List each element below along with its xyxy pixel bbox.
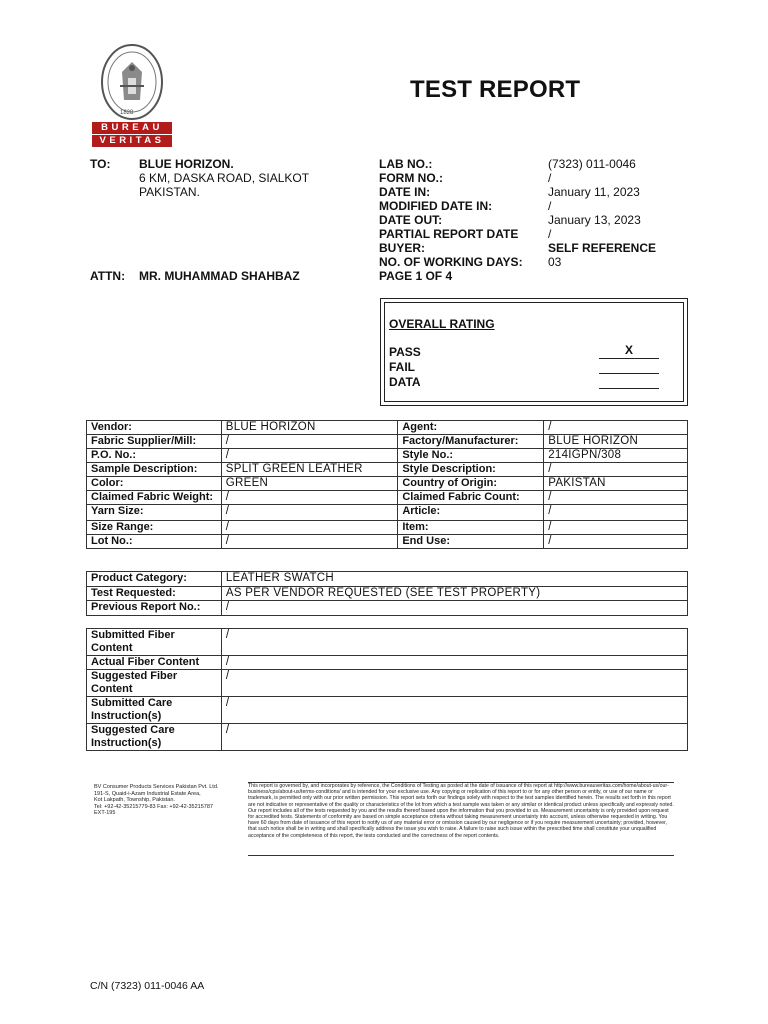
table-row — [87, 586, 688, 601]
field-label: Test Requested: — [87, 586, 222, 601]
field-value: / — [544, 521, 688, 535]
lab-label: FORM NO.: — [379, 171, 443, 185]
field-label: Sample Description: — [87, 463, 222, 477]
field-label: Agent: — [398, 421, 544, 435]
field-value: / — [221, 697, 687, 724]
field-label: Claimed Fabric Weight: — [87, 491, 222, 505]
lab-label: MODIFIED DATE IN: — [379, 199, 493, 213]
bureau-veritas-logo — [92, 42, 172, 146]
field-value: / — [221, 601, 687, 616]
to-label: TO: — [90, 157, 111, 171]
field-value: / — [221, 505, 398, 521]
page-count: PAGE 1 OF 4 — [379, 269, 453, 283]
lab-label: BUYER: — [379, 241, 426, 255]
rating-fail-mark — [599, 358, 659, 374]
address-line: Kot Lakpath, Township, Pakistan. — [94, 797, 175, 804]
overall-rating-heading: OVERALL RATING — [389, 317, 495, 331]
field-value: / — [221, 449, 398, 463]
field-value: / — [544, 463, 688, 477]
rating-pass-mark: X — [599, 343, 659, 359]
table-row — [87, 449, 688, 463]
table-row — [87, 521, 688, 535]
field-value: / — [221, 724, 687, 751]
address-line: Tel: +92-42-35215779-83 Fax: +92-42-35215787 — [94, 803, 213, 810]
to-name: BLUE HORIZON. — [139, 157, 234, 171]
field-value: / — [221, 670, 687, 697]
logo-year: 1828 — [120, 110, 134, 116]
field-value: / — [544, 535, 688, 549]
lab-value: / — [548, 227, 552, 241]
table-row — [87, 477, 688, 491]
attn-label: ATTN: — [90, 269, 126, 283]
to-address-line2: PAKISTAN. — [139, 185, 200, 199]
product-table — [86, 571, 688, 616]
rating-data-label: DATA — [389, 375, 421, 389]
field-label: Style Description: — [398, 463, 544, 477]
field-value: / — [221, 656, 687, 670]
field-label: Fabric Supplier/Mill: — [87, 435, 222, 449]
field-value: 214IGPN/308 — [544, 449, 688, 463]
footer-rule-bottom — [248, 855, 674, 856]
table-row — [87, 572, 688, 587]
address-line: BV Consumer Products Services Pakistan Pvt. Ltd. — [94, 784, 219, 790]
report-title: TEST REPORT — [410, 76, 581, 103]
lab-label: PARTIAL REPORT DATE — [379, 227, 519, 241]
to-address-line1: 6 KM, DASKA ROAD, SIALKOT — [139, 171, 310, 185]
address-line: EXT-195 — [94, 810, 116, 817]
lab-label: DATE OUT: — [379, 213, 443, 227]
field-label: Suggested Care Instruction(s) — [87, 724, 222, 751]
rating-pass-label: PASS — [389, 345, 421, 359]
field-value: BLUE HORIZON — [544, 435, 688, 449]
field-label: Previous Report No.: — [87, 601, 222, 616]
table-row — [87, 505, 688, 521]
rating-data-mark — [599, 373, 659, 389]
field-value: / — [221, 535, 398, 549]
rating-fail-label: FAIL — [389, 360, 415, 374]
field-value: / — [221, 491, 398, 505]
logo-band-top: BUREAU — [92, 122, 172, 134]
overall-rating-inner — [384, 302, 684, 402]
logo-band-bottom: VERITAS — [92, 135, 172, 147]
field-value: LEATHER SWATCH — [221, 572, 687, 587]
table-row — [87, 697, 688, 724]
field-label: Suggested Fiber Content — [87, 670, 222, 697]
field-value: GREEN — [221, 477, 398, 491]
field-value: / — [221, 521, 398, 535]
field-label: Factory/Manufacturer: — [398, 435, 544, 449]
table-row — [87, 421, 688, 435]
table-row — [87, 656, 688, 670]
field-label: Product Category: — [87, 572, 222, 587]
sample-info-table — [86, 420, 688, 549]
table-row — [87, 724, 688, 751]
field-value: / — [544, 491, 688, 505]
lab-label: LAB NO.: — [379, 157, 433, 171]
field-label: Yarn Size: — [87, 505, 222, 521]
field-label: Size Range: — [87, 521, 222, 535]
field-label: Color: — [87, 477, 222, 491]
lab-value: (7323) 011-0046 — [548, 157, 636, 171]
lab-value: / — [548, 171, 552, 185]
lab-value: SELF REFERENCE — [548, 241, 657, 255]
field-value: PAKISTAN — [544, 477, 688, 491]
lab-label: NO. OF WORKING DAYS: — [379, 255, 523, 269]
field-label: P.O. No.: — [87, 449, 222, 463]
lab-value: January 13, 2023 — [548, 213, 641, 227]
field-label: Submitted Fiber Content — [87, 629, 222, 656]
field-value: AS PER VENDOR REQUESTED (SEE TEST PROPERTY) — [221, 586, 687, 601]
fiber-content-table — [86, 628, 688, 751]
field-label: Actual Fiber Content — [87, 656, 222, 670]
table-row — [87, 629, 688, 656]
lab-label: DATE IN: — [379, 185, 431, 199]
table-row — [87, 670, 688, 697]
lab-value: / — [548, 199, 552, 213]
table-row — [87, 535, 688, 549]
field-label: Item: — [398, 521, 544, 535]
field-label: Style No.: — [398, 449, 544, 463]
attn-name: MR. MUHAMMAD SHAHBAZ — [139, 269, 300, 283]
address-line: 191-S, Quaid-i-Azam Industrial Estate Area, — [94, 790, 201, 797]
table-row — [87, 463, 688, 477]
table-row — [87, 491, 688, 505]
lab-value: 03 — [548, 255, 562, 269]
field-label: Lot No.: — [87, 535, 222, 549]
field-value: SPLIT GREEN LEATHER — [221, 463, 398, 477]
field-value: / — [221, 435, 398, 449]
field-label: Country of Origin: — [398, 477, 544, 491]
field-label: Article: — [398, 505, 544, 521]
field-value: BLUE HORIZON — [221, 421, 398, 435]
field-value: / — [544, 505, 688, 521]
field-label: Submitted Care Instruction(s) — [87, 697, 222, 724]
field-label: End Use: — [398, 535, 544, 549]
company-address — [94, 784, 234, 817]
lab-value: January 11, 2023 — [548, 185, 640, 199]
control-number: C/N (7323) 011-0046 AA — [90, 980, 205, 992]
table-row — [87, 435, 688, 449]
terms-disclaimer: This report is governed by, and incorporates by reference, the Conditions of Testing as posted at the date of issuance of this report at http://www.bureauveritas.com/home/about-us/our-business/cps/about-us/terms-conditions/ and is intended for your exclusive use. Any copying or replication of this report to or for any other person or entity, or use of our name or trademark, is permitted only with our prior written permission. This report sets forth our findings solely with respect to the test samples identified herein. The results set forth in this report are not indicative or representative of the quality or characteristics of the lot from which a test sample was taken or any similar or identical product unless specifically and expressly noted. Our report includes all of the tests requested by you and the results thereof based upon the information that you provided to us. Measurement uncertainty is only provided upon request for accredited tests. Statements of conformity are based on simple acceptance criteria without taking measurement uncertainty into account, unless otherwise requested in writing. You have 60 days from date of issuance of this report to notify us of any material error or omission caused by our negligence or if you require measurement uncertainty; provided, however, that such notice shall be in writing and shall specifically address the issue you wish to raise. A failure to raise such issue within the prescribed time shall constitute your unqualified acceptance of the completeness of this report, the tests conducted and the correctness of the report contents. — [248, 783, 674, 839]
field-label: Vendor: — [87, 421, 222, 435]
field-label: Claimed Fabric Count: — [398, 491, 544, 505]
field-value: / — [221, 629, 687, 656]
table-row — [87, 601, 688, 616]
field-value: / — [544, 421, 688, 435]
overall-rating-box — [380, 298, 688, 406]
